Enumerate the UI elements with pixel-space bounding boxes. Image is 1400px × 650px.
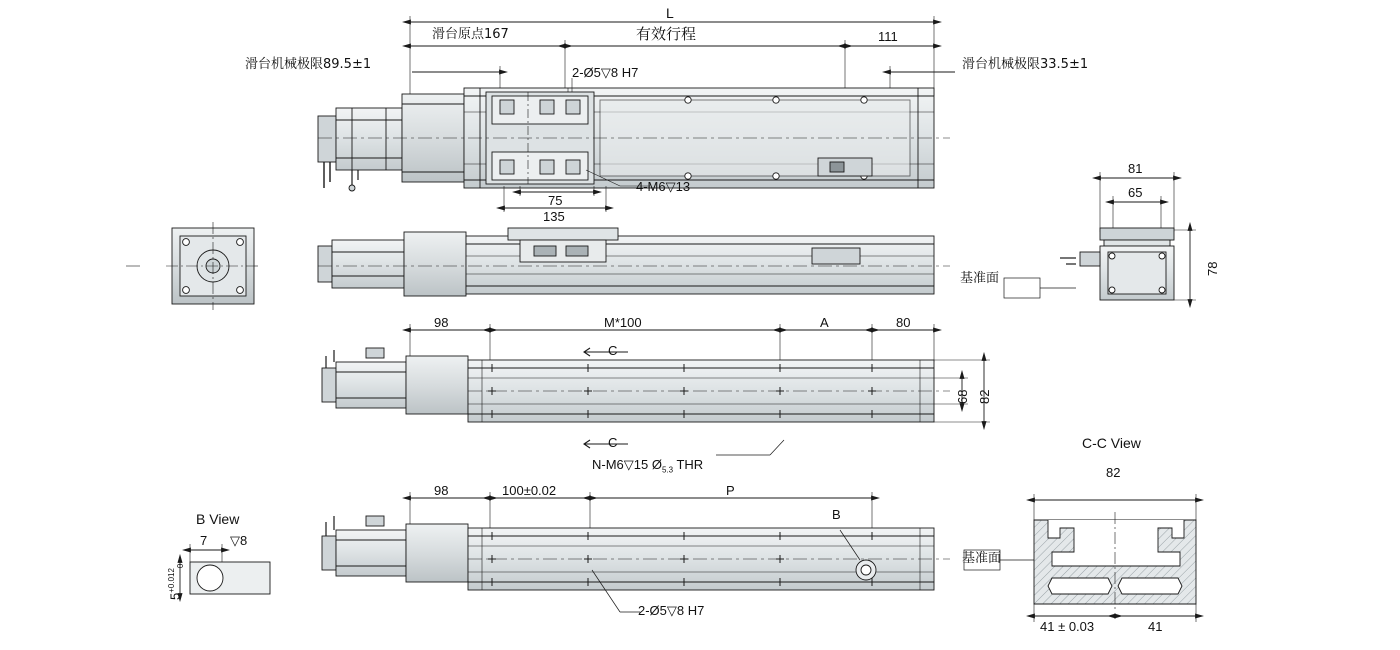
- dim-P: P: [726, 483, 735, 498]
- section-mark-c-top: C: [608, 343, 618, 358]
- dim-100-tol: 100±0.02: [502, 483, 557, 498]
- datum-label-front: 基准面: [962, 551, 1002, 566]
- dim-65: 65: [1128, 185, 1143, 200]
- dim-135: 135: [543, 209, 565, 224]
- b-view-depth: ▽8: [230, 533, 248, 548]
- b-view-tolerance: $5^{+0.012}_0$: [167, 563, 185, 600]
- mark-B: B: [832, 507, 841, 522]
- dim-right-111: 111: [878, 29, 898, 44]
- cc-view-title: C-C View: [1082, 435, 1141, 451]
- dim-75: 75: [548, 193, 563, 208]
- dim-overall-L: L: [666, 5, 674, 21]
- b-view-dim-7: 7: [200, 533, 208, 548]
- dim-81: 81: [1128, 161, 1143, 176]
- dim-effective-stroke: 有效行程: [636, 25, 697, 43]
- dim-80: 80: [896, 315, 911, 330]
- cc-dim-41: 41: [1148, 619, 1163, 634]
- cc-dim-41-tol: 41 ± 0.03: [1040, 619, 1095, 634]
- cc-dim-82: 82: [1106, 465, 1121, 480]
- dim-82: 82: [977, 389, 992, 404]
- dim-A: A: [820, 315, 829, 330]
- dim-98-bottom: 98: [434, 315, 449, 330]
- section-mark-c-bottom: C: [608, 435, 618, 450]
- dim-68: 68: [955, 389, 970, 404]
- note-2-dia5-h7-front: 2-Ø5▽8 H7: [638, 603, 705, 618]
- note-2-dia5-h7-top: 2-Ø5▽8 H7: [572, 65, 639, 80]
- dim-origin: 滑台原点167: [432, 27, 509, 42]
- dim-M100: M*100: [604, 315, 642, 330]
- dim-mech-limit-left: 滑台机械极限89.5±1: [245, 57, 372, 72]
- datum-label-end: 基准面: [960, 271, 1000, 286]
- dim-mech-limit-right: 滑台机械极限33.5±1: [962, 57, 1089, 72]
- note-4-m6-13: 4-M6▽13: [636, 179, 691, 194]
- dim-98-front: 98: [434, 483, 449, 498]
- note-n-m6-15: N-M6▽15 $Ø_{5.3}$ THR: [592, 457, 704, 475]
- dim-78: 78: [1205, 261, 1220, 276]
- b-view-title: B View: [196, 511, 240, 527]
